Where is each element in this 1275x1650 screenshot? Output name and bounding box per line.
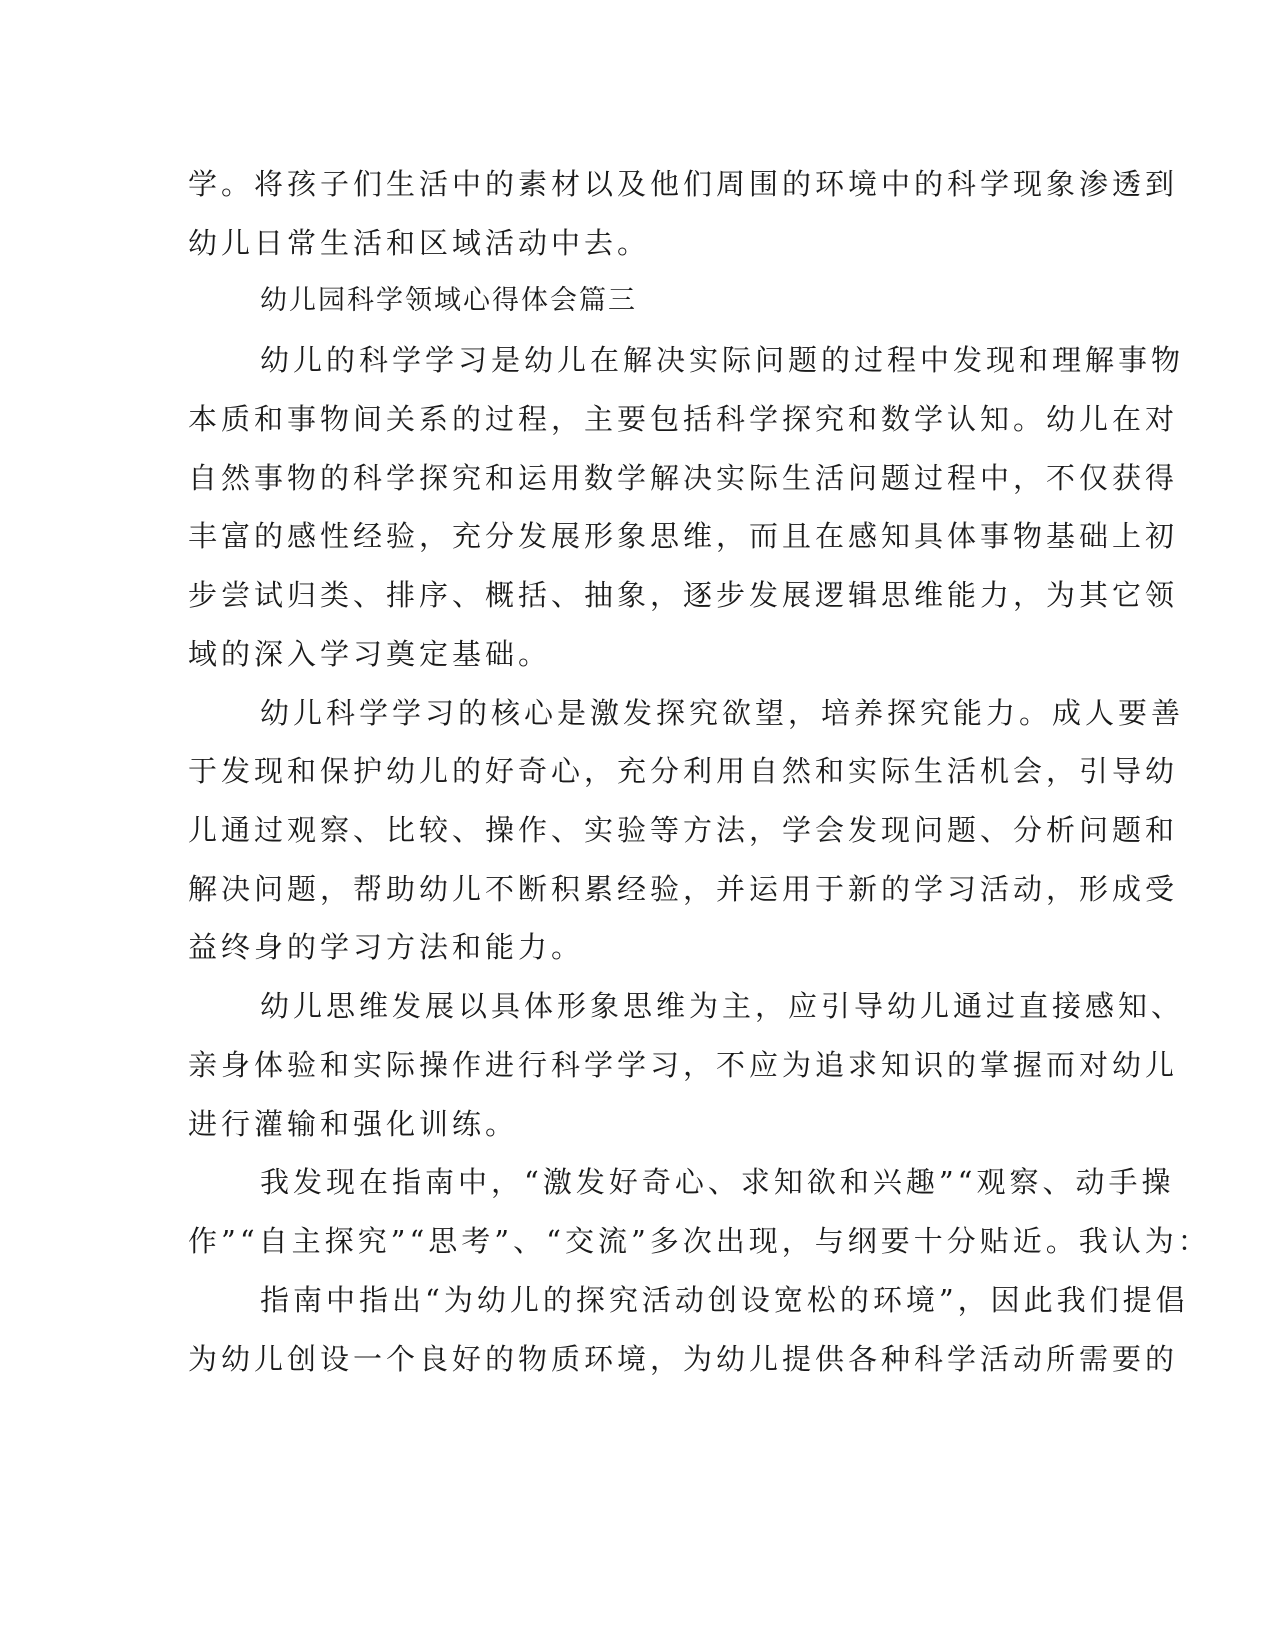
text-line: 益终身的学习方法和能力。 [188, 930, 585, 964]
text-line: 学。将孩子们生活中的素材以及他们周围的环境中的科学现象渗透到 [188, 167, 1179, 201]
text-line: 丰富的感性经验，充分发展形象思维，而且在感知具体事物基础上初 [188, 519, 1179, 553]
text-line: 为幼儿创设一个良好的物质环境，为幼儿提供各种科学活动所需要的 [188, 1342, 1179, 1376]
text-line: 域的深入学习奠定基础。 [188, 637, 552, 671]
text-line: 本质和事物间关系的过程，主要包括科学探究和数学认知。幼儿在对 [188, 402, 1179, 436]
text-line: 幼儿思维发展以具体形象思维为主，应引导幼儿通过直接感知、 [260, 989, 1185, 1023]
text-line: 步尝试归类、排序、概括、抽象，逐步发展逻辑思维能力，为其它领 [188, 578, 1179, 612]
text-line: 幼儿日常生活和区域活动中去。 [188, 226, 651, 260]
text-line: 解决问题，帮助幼儿不断积累经验，并运用于新的学习活动，形成受 [188, 872, 1179, 906]
text-line: 指南中指出“为幼儿的探究活动创设宽松的环境”，因此我们提倡 [260, 1283, 1189, 1317]
section-heading: 幼儿园科学领域心得体会篇三 [260, 285, 637, 316]
text-line: 进行灌输和强化训练。 [188, 1107, 519, 1141]
text-line: 幼儿的科学学习是幼儿在解决实际问题的过程中发现和理解事物 [260, 343, 1185, 377]
text-line: 我发现在指南中，“激发好奇心、求知欲和兴趣”“观察、动手操 [260, 1165, 1175, 1199]
text-line: 亲身体验和实际操作进行科学学习，不应为追求知识的掌握而对幼儿 [188, 1048, 1179, 1082]
text-line: 作”“自主探究”“思考”、“交流”多次出现，与纲要十分贴近。我认为： [188, 1224, 1211, 1258]
text-line: 幼儿科学学习的核心是激发探究欲望，培养探究能力。成人要善 [260, 696, 1185, 730]
text-line: 儿通过观察、比较、操作、实验等方法，学会发现问题、分析问题和 [188, 813, 1179, 847]
text-line: 自然事物的科学探究和运用数学解决实际生活问题过程中，不仅获得 [188, 461, 1179, 495]
text-line: 于发现和保护幼儿的好奇心，充分利用自然和实际生活机会，引导幼 [188, 754, 1179, 788]
